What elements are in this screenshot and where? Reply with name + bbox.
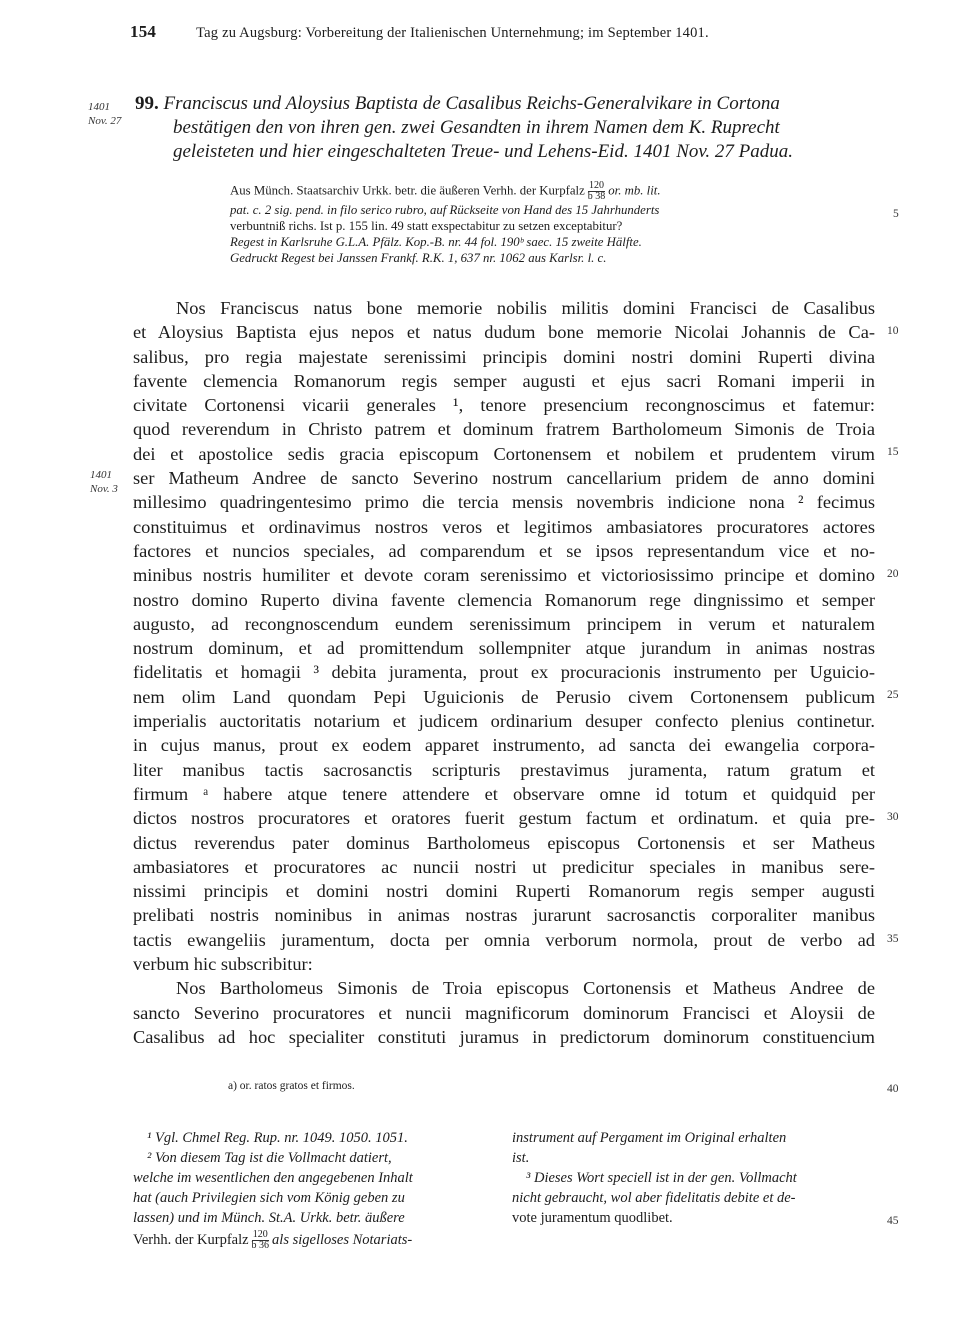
margin-day: Nov. 3 xyxy=(90,483,118,495)
body-line: minibus nostris humiliter et devote coram serenissimo et victoriosissimo principe et domino xyxy=(133,565,875,586)
line-number: 45 xyxy=(887,1215,899,1227)
line-number: 40 xyxy=(887,1083,899,1095)
footnote-text: Verhh. der Kurpfalz xyxy=(133,1232,249,1248)
body-line: et Aloysius Baptista ejus nepos et natus dudum bone memorie Nicolai Johannis de Ca- xyxy=(133,322,875,343)
body-line: ser Matheum Andree de sancto Severino nostrum cancellarium pridem de anno domini xyxy=(133,468,875,489)
fraction-denominator: b 36 xyxy=(251,1240,270,1252)
source-line: verbuntniß richs. Ist p. 155 lin. 49 statt exspectabitur zu setzen exceptabitur? xyxy=(230,219,623,233)
footnote-text: als sigelloses Notariats- xyxy=(272,1232,413,1248)
body-line: sancto Severino procuratores et nuncii magnificorum dominorum Francisci et Aloysii de xyxy=(133,1002,875,1023)
page-number: 154 xyxy=(130,22,157,41)
body-line: nem olim Land quondam Pepi Uguicionis de Perusio civem Cortonensem publicum xyxy=(133,686,875,707)
body-line: firmum ᵃ habere atque tenere attendere et observare omne id totum et quidquid per xyxy=(133,783,875,804)
body-line: Nos Bartholomeus Simonis de Troia episcopus Cortonensis et Matheus Andree de xyxy=(176,978,875,999)
footnote-line: instrument auf Pergament im Original erhalten xyxy=(512,1130,787,1146)
footnote-line: welche im wesentlichen den angegebenen Inhalt xyxy=(133,1170,413,1186)
source-description xyxy=(230,181,661,266)
line-number: 35 xyxy=(887,933,899,945)
body-line: imperialis auctoritatis notarium et judicem ordinarium desuper confecto plenius continetur. xyxy=(133,711,875,732)
line-number: 25 xyxy=(887,689,899,701)
footnote-line xyxy=(133,1230,495,1251)
body-line: nostro domino Ruperto divina favente clemencia Romanorum rege dingnissimo et semper xyxy=(133,589,875,610)
body-line: Casalibus ad hoc specialiter constituti juramus in predictorum dominorum constituencium xyxy=(133,1026,875,1047)
document-number: 99. xyxy=(135,93,159,114)
body-line: dictus reverendus pater dominus Bartholomeus episcopus Cortonensis et ser Matheus xyxy=(133,832,875,853)
footnote-line: vote juramentum quodlibet. xyxy=(512,1210,673,1226)
body-line: factores et nuncios speciales, ad comparendum et se ipsos representandum vice et no- xyxy=(133,540,875,561)
footnote-line: lassen) und im Münch. St.A. Urkk. betr. äußere xyxy=(133,1210,405,1226)
fraction-numerator: 120 xyxy=(252,1229,268,1241)
body-line: salibus, pro regia majestate serenissimi principis domini nostri domini Ruperti divina xyxy=(133,346,875,367)
margin-date-top xyxy=(88,100,121,128)
body-line: Nos Franciscus natus bone memorie nobilis militis domini Francisci de Casalibus xyxy=(176,298,875,318)
heading-line: Franciscus und Aloysius Baptista de Casalibus Reichs-Generalvikare in Cortona xyxy=(163,93,780,114)
margin-date-mid xyxy=(90,468,118,496)
source-line: pat. c. 2 sig. pend. in filo serico rubro, auf Rückseite von Hand des 15 Jahrhunderts xyxy=(230,203,660,217)
signature-fraction xyxy=(252,1230,270,1251)
line-number: 10 xyxy=(887,325,899,337)
footnote-line: nicht gebraucht, wol aber fidelitatis debite et de- xyxy=(512,1190,796,1206)
footnote-line: hat (auch Privilegien sich vom König geben zu xyxy=(133,1190,405,1206)
apparatus-note: a) or. ratos gratos et firmos. xyxy=(228,1080,355,1092)
line-number: 5 xyxy=(893,208,899,220)
margin-year: 1401 xyxy=(90,469,112,481)
body-line: quod reverendum in Christo patrem et dominum fratrem Bartholomeum Simonis de Troia xyxy=(133,419,875,440)
body-line: dictos nostros procuratores et oratores fuerit gestum factum et ordinatum. et quia pre- xyxy=(133,808,875,829)
fraction-numerator: 120 xyxy=(589,180,605,191)
body-line: constituimus et ordinavimus nostros veros et legitimos ambasiatores procuratores actores xyxy=(133,516,875,537)
footnotes-right xyxy=(512,1128,874,1228)
source-line: or. mb. lit. xyxy=(608,183,661,198)
body-line: civitate Cortonensi vicarii generales ¹, tenore presencium recongnoscimus et fatemur: xyxy=(133,395,875,416)
margin-year: 1401 xyxy=(88,101,110,113)
body-line: verbum hic subscribitur: xyxy=(133,954,313,975)
source-line: Aus Münch. Staatsarchiv Urkk. betr. die äußeren Verhh. der Kurpfalz xyxy=(230,183,585,198)
body-line: nissimi principis et domini nostri domini Ruperti Romanorum regis semper augusti xyxy=(133,881,875,902)
body-line: nostrum dominum, et ad promittendum sollempniter atque jurandum in animas nostras xyxy=(133,638,875,659)
body-line: millesimo quadringentesimo primo die tercia mensis novembris indicione nona ² fecimus xyxy=(133,492,875,513)
body-line: liter manibus tactis sacrosanctis scripturis prestavimus juramenta, ratum gratum et xyxy=(133,759,875,780)
fraction-denominator: b 38 xyxy=(587,191,606,202)
line-number: 15 xyxy=(887,446,899,458)
footnote-line: ist. xyxy=(512,1150,530,1166)
body-line: prelibati nostris nominibus in animas nostras jurarunt sacrosanctis corporaliter manibus xyxy=(133,905,875,926)
source-line: Regest in Karlsruhe G.L.A. Pfälz. Kop.-B. nr. 44 fol. 190ᵇ saec. 15 zweite Hälfte. xyxy=(230,235,642,249)
footnote-line: ³ Dieses Wort speciell ist in der gen. Vollmacht xyxy=(526,1170,797,1186)
heading-line: bestätigen den von ihren gen. zwei Gesandten in ihrem Namen dem K. Ruprecht xyxy=(173,117,780,138)
source-line: Gedruckt Regest bei Janssen Frankf. R.K. 1, 637 nr. 1062 aus Karlsr. l. c. xyxy=(230,251,607,265)
document-body xyxy=(133,296,875,1049)
body-line: in cujus manus, prout ex eodem apparet instrumento, ad sancta dei ewangelia corpora- xyxy=(133,735,875,756)
running-head-title: Tag zu Augsburg: Vorbereitung der Italienischen Unternehmung; im September 1401. xyxy=(196,25,709,41)
signature-fraction xyxy=(588,181,606,202)
body-line: augusto, ad recongnoscendum eundem serenissimum principem in verum et naturalem xyxy=(133,613,875,634)
body-line: fidelitatis et homagii ³ debita juramenta, prout ex procuracionis instrumento per Uguicio- xyxy=(133,662,875,683)
document-heading xyxy=(135,92,793,164)
line-number: 30 xyxy=(887,811,899,823)
body-line: favente clemencia Romanorum regis semper augusti et ejus sacri Romani imperii in xyxy=(133,370,875,391)
margin-day: Nov. 27 xyxy=(88,115,122,127)
line-number: 20 xyxy=(887,568,899,580)
footnote-line: ¹ Vgl. Chmel Reg. Rup. nr. 1049. 1050. 1051. xyxy=(147,1130,408,1146)
heading-line: geleisteten und hier eingeschalteten Treue- und Lehens-Eid. 1401 Nov. 27 Padua. xyxy=(173,141,794,162)
body-line: tactis ewangeliis juramentum, docta per omnia verborum normola, prout de verbo ad xyxy=(133,929,875,950)
footnote-line: ² Von diesem Tag ist die Vollmacht datiert, xyxy=(147,1150,392,1166)
footnotes-left xyxy=(133,1128,495,1251)
body-line: dei et apostolice sedis gracia episcopum Cortonensem et nobilem et prudentem virum xyxy=(133,443,875,464)
body-line: ambasiatores et procuratores ac nuncii nostri ut predicitur speciales in manibus sere- xyxy=(133,856,875,877)
running-head xyxy=(130,22,709,42)
